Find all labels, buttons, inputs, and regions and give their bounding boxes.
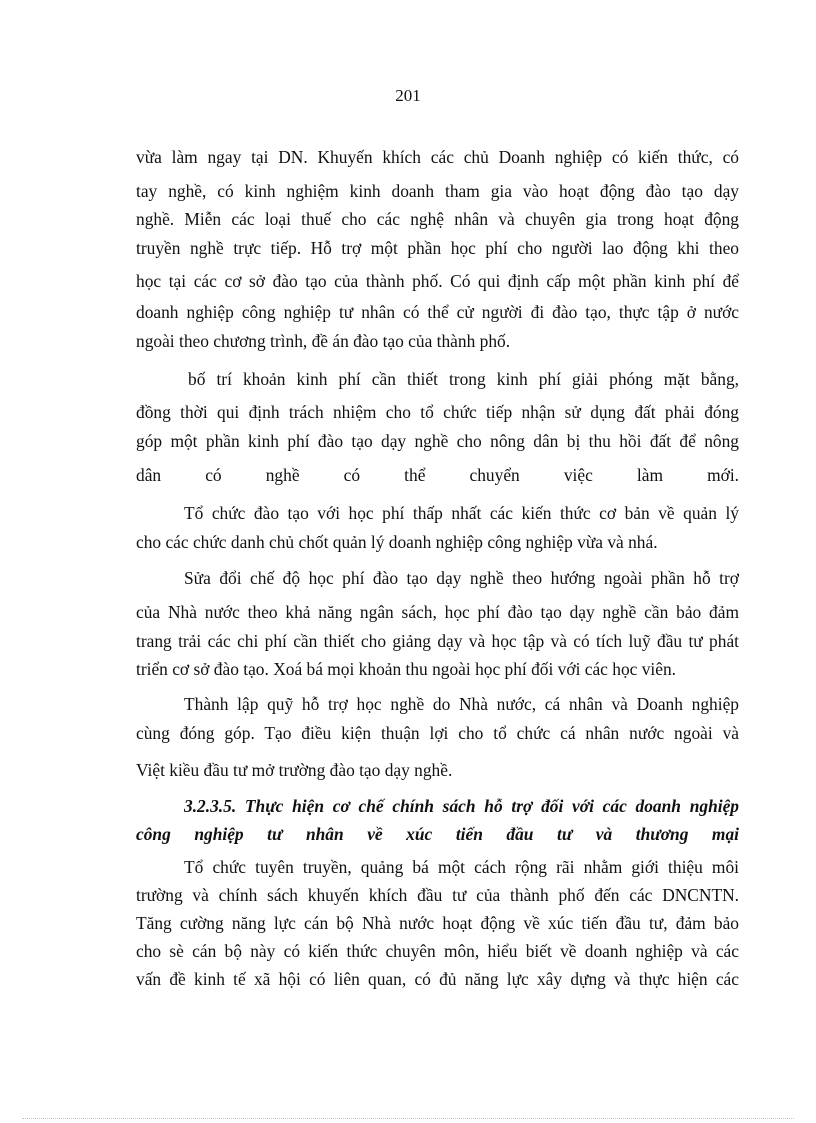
text-line: trường và chính sách khuyến khích đầu tư của thành phố đến các DNCNTN. [136, 885, 739, 905]
paragraph-first-line: Thành lập quỹ hỗ trợ học nghề do Nhà nước, cá nhân và Doanh nghiệp [184, 694, 739, 714]
text-line: trang trải các chi phí cần thiết cho giảng dạy và học tập và có tích luỹ đầu tư phát [136, 631, 739, 651]
text-line: dân có nghề có thể chuyển việc làm mới. [136, 465, 739, 485]
text-line: Tăng cường năng lực cán bộ Nhà nước hoạt động về xúc tiến đầu tư, đảm bảo [136, 913, 739, 933]
text-line: doanh nghiệp công nghiệp tư nhân có thể cử người đi đào tạo, thực tập ở nước [136, 302, 739, 322]
section-heading: 3.2.3.5. Thực hiện cơ chế chính sách hỗ trợ đối với các doanh nghiệp [184, 796, 739, 816]
section-heading-continued: công nghiệp tư nhân về xúc tiến đầu tư và thương mại [136, 824, 739, 844]
text-line: cho sè cán bộ này có kiến thức chuyên môn, hiểu biết về doanh nghiệp và các [136, 941, 739, 961]
text-line: Việt kiều đầu tư mở trường đào tạo dạy nghề. [136, 760, 453, 780]
text-line: cùng đóng góp. Tạo điều kiện thuận lợi cho tổ chức cá nhân nước ngoài và [136, 723, 739, 743]
text-line: vấn đề kinh tế xã hội có liên quan, có đủ năng lực xây dựng và thực hiện các [136, 969, 739, 989]
paragraph-first-line: Tổ chức đào tạo với học phí thấp nhất các kiến thức cơ bản về quản lý [184, 503, 739, 523]
paragraph-first-line: bố trí khoản kinh phí cần thiết trong kinh phí giải phóng mặt bằng, [188, 369, 739, 389]
text-line: góp một phần kinh phí đào tạo dạy nghề cho nông dân bị thu hồi đất để nông [136, 431, 739, 451]
text-line: cho các chức danh chủ chốt quản lý doanh nghiệp công nghiệp vừa và nhá. [136, 532, 658, 552]
text-line: truyền nghề trực tiếp. Hỗ trợ một phần học phí cho người lao động khi theo [136, 238, 739, 258]
text-line: ngoài theo chương trình, đề án đào tạo của thành phố. [136, 331, 511, 351]
text-line: vừa làm ngay tại DN. Khuyến khích các chủ Doanh nghiệp có kiến thức, có [136, 147, 739, 167]
text-line: triển cơ sở đào tạo. Xoá bá mọi khoản thu ngoài học phí đối với các học viên. [136, 659, 676, 679]
text-line: nghề. Miễn các loại thuế cho các nghệ nhân và chuyên gia trong hoạt động [136, 209, 739, 229]
paragraph-first-line: Sửa đổi chế độ học phí đào tạo dạy nghề theo hướng ngoài phần hỗ trợ [184, 568, 739, 588]
paragraph-first-line: Tổ chức tuyên truyền, quảng bá một cách rộng rãi nhằm giới thiệu môi [184, 857, 739, 877]
text-line: đồng thời qui định trách nhiệm cho tổ chức tiếp nhận sử dụng đất phải đóng [136, 402, 739, 422]
bottom-dotted-rule [22, 1118, 794, 1119]
text-line: của Nhà nước theo khả năng ngân sách, học phí đào tạo dạy nghề cần bảo đảm [136, 602, 739, 622]
page-number: 201 [395, 86, 421, 105]
text-line: học tại các cơ sở đào tạo của thành phố. Có qui định cấp một phần kinh phí để [136, 271, 739, 291]
text-line: tay nghề, có kinh nghiệm kinh doanh tham gia vào hoạt động đào tạo dạy [136, 181, 739, 201]
